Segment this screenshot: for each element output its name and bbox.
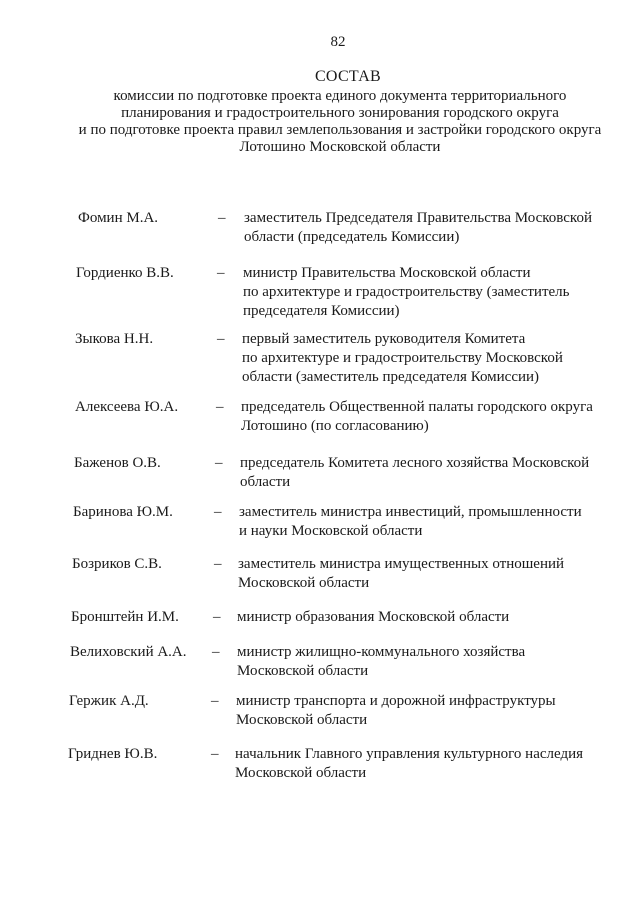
member-role-line: области xyxy=(240,474,291,490)
member-dash: – xyxy=(217,331,225,347)
member-role xyxy=(237,608,509,627)
member-role-line: министр Правительства Московской области xyxy=(243,265,531,281)
member-role-line: председатель Общественной палаты городского округа xyxy=(241,399,593,415)
member-dash: – xyxy=(211,746,219,762)
subtitle-line: и по подготовке проекта правил землепользования и застройки городского округа xyxy=(78,122,602,138)
member-role-line: Московской области xyxy=(236,712,368,728)
member-role xyxy=(235,745,583,783)
member-role-line: заместитель министра инвестиций, промышленности xyxy=(239,504,582,520)
member-dash: – xyxy=(215,455,223,471)
member-name: Бронштейн И.М. xyxy=(71,609,179,625)
member-name: Баженов О.В. xyxy=(74,455,161,471)
member-role xyxy=(241,398,593,436)
document-title: СОСТАВ xyxy=(314,68,382,85)
member-role-line: Лотошино (по согласованию) xyxy=(241,418,429,434)
member-role xyxy=(240,454,589,492)
member-role xyxy=(242,330,563,387)
member-role-line: по архитектуре и градостроительству Московской xyxy=(242,350,563,366)
member-dash: – xyxy=(216,399,224,415)
member-role-line: председатель Комитета лесного хозяйства Московской xyxy=(240,455,590,471)
member-role xyxy=(236,692,556,730)
member-dash: – xyxy=(211,693,219,709)
member-name: Гордиенко В.В. xyxy=(76,265,174,281)
member-name: Алексеева Ю.А. xyxy=(75,399,179,415)
subtitle-line: планирования и градостроительного зонирования городского округа xyxy=(121,105,559,121)
member-role-line: области (заместитель председателя Комиссии) xyxy=(242,369,540,385)
subtitle-line: Лотошино Московской области xyxy=(239,139,441,155)
member-role-line: министр транспорта и дорожной инфраструктуры xyxy=(236,693,556,709)
member-role xyxy=(237,643,525,681)
member-role-line: первый заместитель руководителя Комитета xyxy=(242,331,526,347)
member-name: Фомин М.А. xyxy=(78,210,159,226)
member-role xyxy=(239,503,582,541)
member-dash: – xyxy=(218,210,226,226)
member-role-line: Московской области xyxy=(237,663,369,679)
member-name: Зыкова Н.Н. xyxy=(75,331,154,347)
member-dash: – xyxy=(213,609,221,625)
member-role-line: области (председатель Комиссии) xyxy=(244,229,460,245)
member-role-line: министр образования Московской области xyxy=(237,609,510,625)
member-role xyxy=(238,555,564,593)
member-dash: – xyxy=(212,644,220,660)
member-role-line: председателя Комиссии) xyxy=(243,303,400,319)
member-role-line: министр жилищно-коммунального хозяйства xyxy=(237,644,526,660)
member-name: Гержик А.Д. xyxy=(69,693,149,709)
member-role-line: начальник Главного управления культурного наследия xyxy=(235,746,584,762)
subtitle-line: комиссии по подготовке проекта единого документа территориального xyxy=(113,88,567,104)
page-number: 82 xyxy=(330,34,346,50)
member-role-line: Московской области xyxy=(235,765,367,781)
member-dash: – xyxy=(214,504,222,520)
member-name: Баринова Ю.М. xyxy=(73,504,173,520)
member-role-line: заместитель Председателя Правительства Московской xyxy=(244,210,592,226)
member-name: Велиховский А.А. xyxy=(70,644,187,660)
member-role-line: Московской области xyxy=(238,575,370,591)
member-name: Бозриков С.В. xyxy=(72,556,162,572)
member-role xyxy=(244,209,592,247)
member-role-line: и науки Московской области xyxy=(239,523,423,539)
member-dash: – xyxy=(217,265,225,281)
member-role xyxy=(243,264,570,321)
member-dash: – xyxy=(214,556,222,572)
member-role-line: по архитектуре и градостроительству (заместитель xyxy=(243,284,570,300)
member-name: Гриднев Ю.В. xyxy=(68,746,158,762)
member-role-line: заместитель министра имущественных отношений xyxy=(238,556,565,572)
